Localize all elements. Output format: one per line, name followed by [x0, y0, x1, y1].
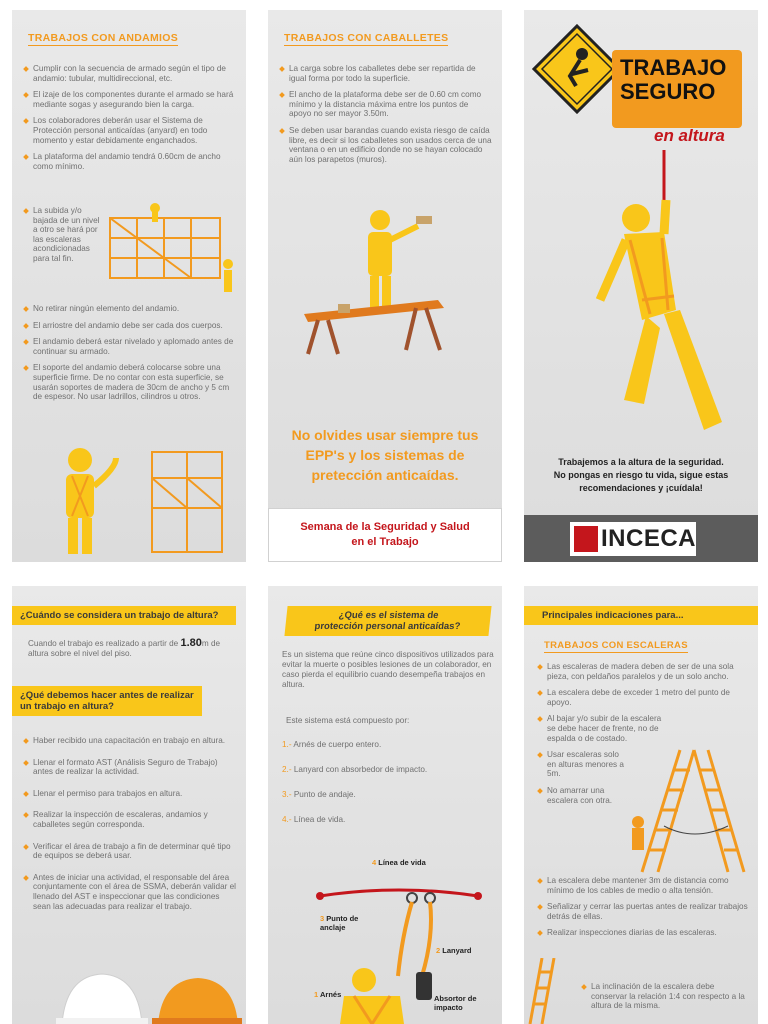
list-item: Antes de iniciar una actividad, el responsable del área conjuntamente con el área de SSMA, deberán validar el llenado del AST e inspeccionar que las condiciones sean las adecuadas para realizar el trabajo.: [24, 873, 238, 911]
indications-header: Principales indicaciones para...: [524, 606, 758, 625]
panel-fall-protection: [268, 586, 502, 1024]
list-item: Realizar la inspección de escaleras, andamios y caballetes según corresponda.: [24, 810, 238, 829]
anchor-label: 3 Punto de anclaje: [320, 914, 359, 932]
list-item: La plataforma del andamio tendrá 0.60cm de ancho como mínimo.: [24, 152, 238, 171]
list-item: La escalera debe de exceder 1 metro del punto de apoyo.: [538, 688, 750, 707]
panel-cover: [524, 10, 758, 562]
list-item: Haber recibido una capacitación en trabajo en altura.: [24, 736, 238, 746]
inceca-mark-icon: [574, 526, 598, 552]
list-item: Llenar el formato AST (Análisis Seguro de Trabajo) antes de realizar la actividad.: [24, 758, 238, 777]
list-item: Señalizar y cerrar las puertas antes de realizar trabajos detrás de ellas.: [538, 902, 750, 921]
list-item: No retirar ningún elemento del andamio.: [24, 304, 238, 314]
company-footer: [524, 515, 758, 562]
list-item: El andamio deberá estar nivelado y aplomado antes de continuar su armado.: [24, 337, 238, 356]
epp-reminder: No olvides usar siempre tus EPP's y los sistemas de pretección anticaídas.: [291, 427, 479, 483]
list-item: La carga sobre los caballetes debe ser repartida de igual forma por todo la superficie.: [280, 64, 492, 83]
ladders-sub-list: [582, 982, 748, 1018]
list-item: La escalera debe mantener 3m de distancia como mínimo de los cables de medio o alta tensión.: [538, 876, 750, 895]
panel-height-work: [12, 586, 246, 1024]
list-item: Al bajar y/o subir de la escalera se debe hacer de frente, no de espalda o de costado.: [538, 714, 662, 743]
list-item: El izaje de los componentes durante el armado se hará mediante sogas y asegurando bien la carga.: [24, 90, 238, 109]
worker-harness-illustration: [56, 438, 236, 558]
logo-subtitle: en altura: [654, 126, 725, 145]
helmets-illustration: [52, 958, 242, 1024]
list-item: Realizar inspecciones diarias de las escaleras.: [538, 928, 750, 938]
fall-system-components: [282, 740, 427, 840]
question-when-height: ¿Cuándo se considera un trabajo de altura?: [12, 606, 236, 625]
list-item: Se deben usar barandas cuando exista riesgo de caída libre, es decir si los caballetes son usados cerca de una ventana o en un edificio donde no se hayan colocado aún los parapetos (muros).: [280, 126, 492, 164]
list-item: Cumplir con la secuencia de armado según el tipo de andamio: tubular, multidireccional, etc.: [24, 64, 238, 83]
question-fall-system: ¿Qué es el sistema de protección personal anticaídas?: [284, 606, 491, 636]
scaffolding-list-top: [24, 64, 238, 178]
company-name: INCECA: [600, 525, 696, 552]
list-item: Usar escaleras solo en alturas menores a 5m.: [538, 750, 624, 779]
ladders-title: TRABAJOS CON ESCALERAS: [544, 640, 688, 651]
panel-scaffolding: [12, 10, 246, 562]
question-before-work: ¿Qué debemos hacer antes de realizar un trabajo en altura?: [12, 686, 202, 716]
ladders-list-bottom: [538, 876, 750, 945]
list-item: La subida y/o bajada de un nivel a otro se hará por las escaleras acondicionadas para tal fin.: [24, 206, 104, 264]
small-ladder-illustration: [526, 958, 560, 1024]
trestles-title: TRABAJOS CON CABALLETES: [284, 32, 449, 44]
list-item: Las escaleras de madera deben de ser de una sola pieza, con peldaños paralelos y de un solo ancho.: [538, 662, 750, 681]
list-item: 2.- Lanyard con absorbedor de impacto.: [282, 765, 428, 774]
trestle-worker-illustration: [298, 204, 478, 364]
list-item: Verificar el área de trabajo a fin de determinar qué tipo de equipos se deberá usar.: [24, 842, 238, 861]
before-work-list: [24, 736, 238, 918]
list-item: El ancho de la plataforma debe ser de 0.60 cm como mínimo y la distancia máxima entre los puntos de apoyo no ser mayor 3.50m.: [280, 90, 492, 119]
scaffolding-list-bottom: [24, 304, 238, 409]
panel-trestles: [268, 10, 502, 562]
warning-sign-icon: [532, 24, 622, 114]
fall-system-intro: Es un sistema que reúne cinco dispositivos utilizados para evitar la muerte o posibles lesiones de un colaborador, en caso pierda el equilibrio cuando desempeña trabajos en altura.: [282, 650, 494, 689]
list-item: 3.- Punto de andaje.: [282, 790, 356, 799]
list-item: El arriostre del andamio debe ser cada dos cuerpos.: [24, 321, 238, 331]
climber-illustration: [564, 150, 734, 450]
safety-week-text: Semana de la Seguridad y Salud en el Trabajo: [300, 521, 470, 548]
list-item: La inclinación de la escalera debe conservar la relación 1:4 con respecto a la altura de la misma.: [582, 982, 748, 1011]
list-item: Los colaboradores deberán usar el Sistema de Protección personal anticaídas (anyard) en todo momento y estar debidamente enganchados.: [24, 116, 238, 145]
trestles-list: [280, 64, 492, 171]
ladder-illustration: [624, 746, 750, 876]
lifeline-label: 4 Línea de vida: [372, 858, 426, 867]
harness-label: 1 Arnés: [314, 990, 342, 999]
scaffolding-illustration: [100, 198, 240, 303]
answer-when-height: Cuando el trabajo es realizado a partir de 1.80m de altura sobre el nivel del piso.: [28, 637, 221, 658]
scaffolding-list-stairs: [24, 206, 104, 271]
panel-ladders: [524, 586, 758, 1024]
scaffolding-title: TRABAJOS CON ANDAMIOS: [28, 32, 178, 44]
lanyard-label: 2 Lanyard: [436, 946, 472, 955]
list-item: No amarrar una escalera con otra.: [538, 786, 616, 805]
cover-message: Trabajemos a la altura de la seguridad. No pongas en riesgo tu vida, sigue estas recomendaciones y ¡cuídala!: [553, 457, 729, 493]
list-item: 1.- Arnés de cuerpo entero.: [282, 740, 382, 749]
absorber-label: Absortor de impacto: [434, 994, 477, 1012]
fall-system-composed: Este sistema está compuesto por:: [286, 716, 410, 725]
list-item: 4.- Línea de vida.: [282, 815, 346, 824]
list-item: Llenar el permiso para trabajos en altura.: [24, 789, 238, 799]
safety-week-box: [268, 508, 502, 562]
list-item: El soporte del andamio deberá colocarse sobre una superficie firme. De no contar con esta superficie, se usarán soportes de madera de 30cm de ancho y 5 cm de espesor. No usar ladrillos, cilindros u otros.: [24, 363, 238, 401]
logo-title: TRABAJO SEGURO: [620, 55, 727, 104]
company-logo: [570, 522, 696, 556]
